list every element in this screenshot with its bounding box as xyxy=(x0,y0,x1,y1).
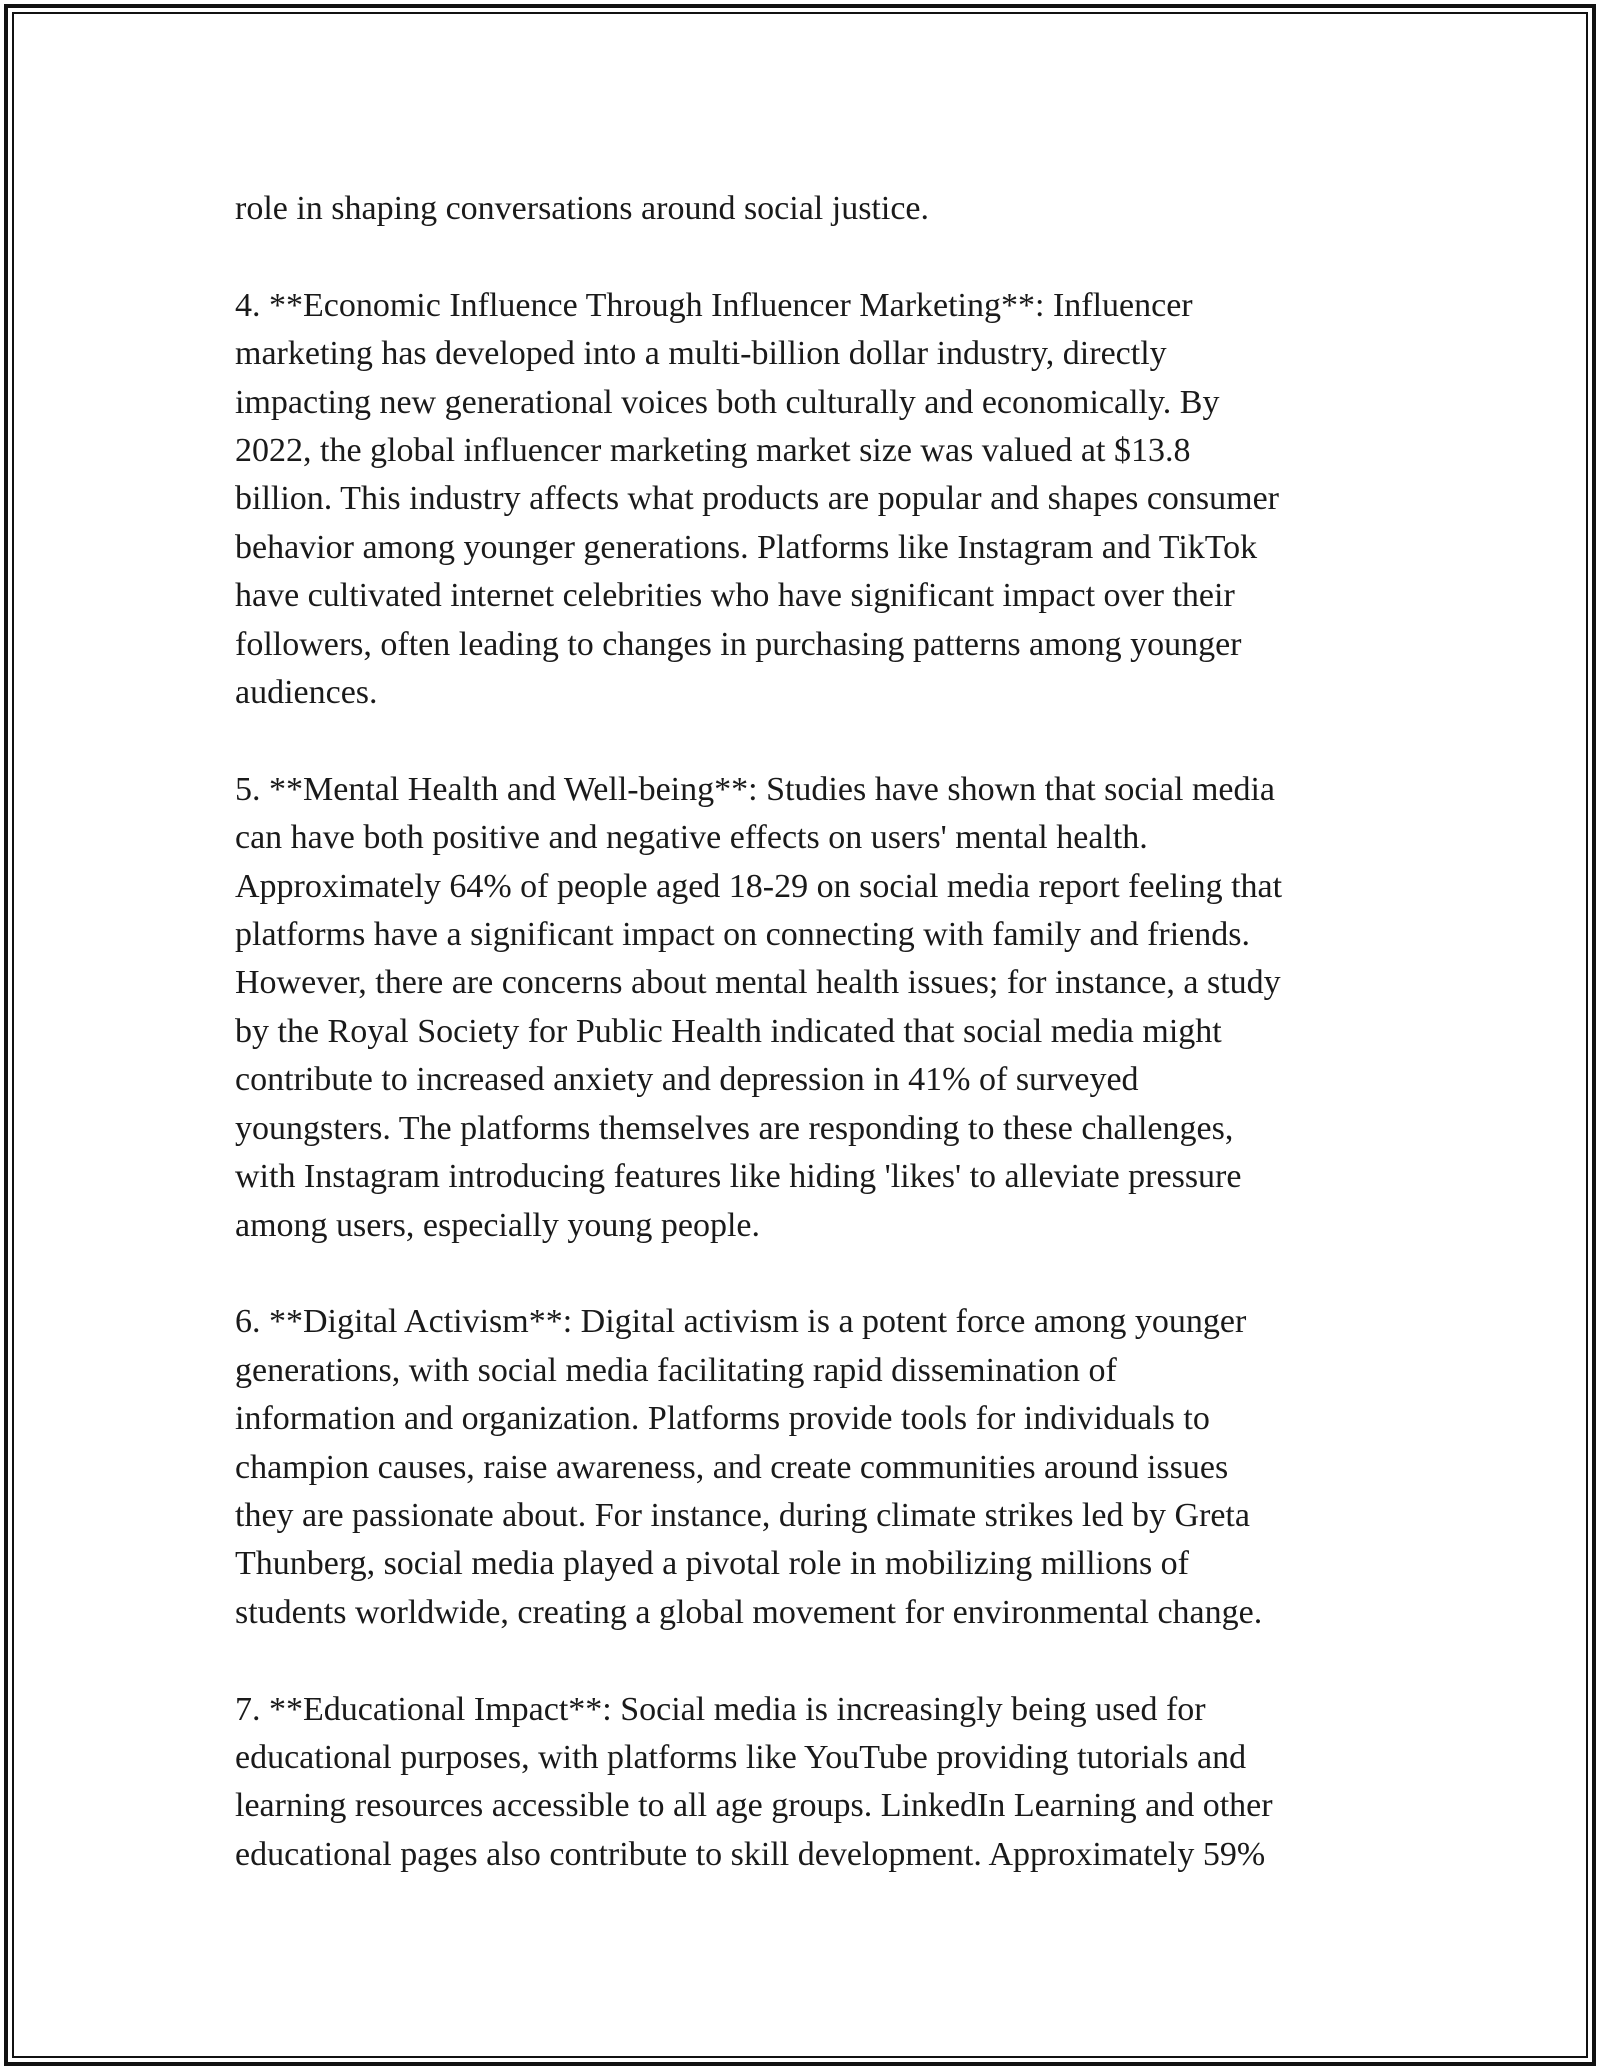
paragraph-educational-impact: 7. **Educational Impact**: Social media is increasingly being used for educational purposes, with platforms like YouTube providing tutorials and learning resources accessible to all age groups. LinkedIn Learning and other educational pages also contribute to skill development. Approximately 59% xyxy=(235,1690,1273,1873)
paragraph-economic-influence: 4. **Economic Influence Through Influencer Marketing**: Influencer marketing has developed into a multi-billion dollar industry, directly impacting new generational voices both culturally and economically. By 2022, the global influencer marketing market size was valued at $13.8 billion. This industry affects what products are popular and shapes consumer behavior among younger generations. Platforms like Instagram and TikTok have cultivated internet celebrities who have significant impact over their followers, often leading to changes in purchasing patterns among younger audiences. xyxy=(235,286,1280,712)
paragraph-digital-activism: 6. **Digital Activism**: Digital activism is a potent force among younger generations, with social media facilitating rapid dissemination of information and organization. Platforms provide tools for individuals to champion causes, raise awareness, and create communities around issues they are passionate about. For instance, during climate strikes led by Greta Thunberg, social media played a pivotal role in mobilizing millions of students worldwide, creating a global movement for environmental change. xyxy=(235,1303,1263,1631)
paragraph-continuation: role in shaping conversations around social justice. xyxy=(235,190,929,227)
document-body xyxy=(235,185,1385,1879)
paragraph-mental-health: 5. **Mental Health and Well-being**: Studies have shown that social media can have both positive and negative effects on users' mental health. Approximately 64% of people aged 18-29 on social media report feeling that platforms have a significant impact on connecting with family and friends. However, there are concerns about mental health issues; for instance, a study by the Royal Society for Public Health indicated that social media might contribute to increased anxiety and depression in 41% of surveyed youngsters. The platforms themselves are responding to these challenges, with Instagram introducing features like hiding 'likes' to alleviate pressure among users, especially young people. xyxy=(235,770,1283,1244)
